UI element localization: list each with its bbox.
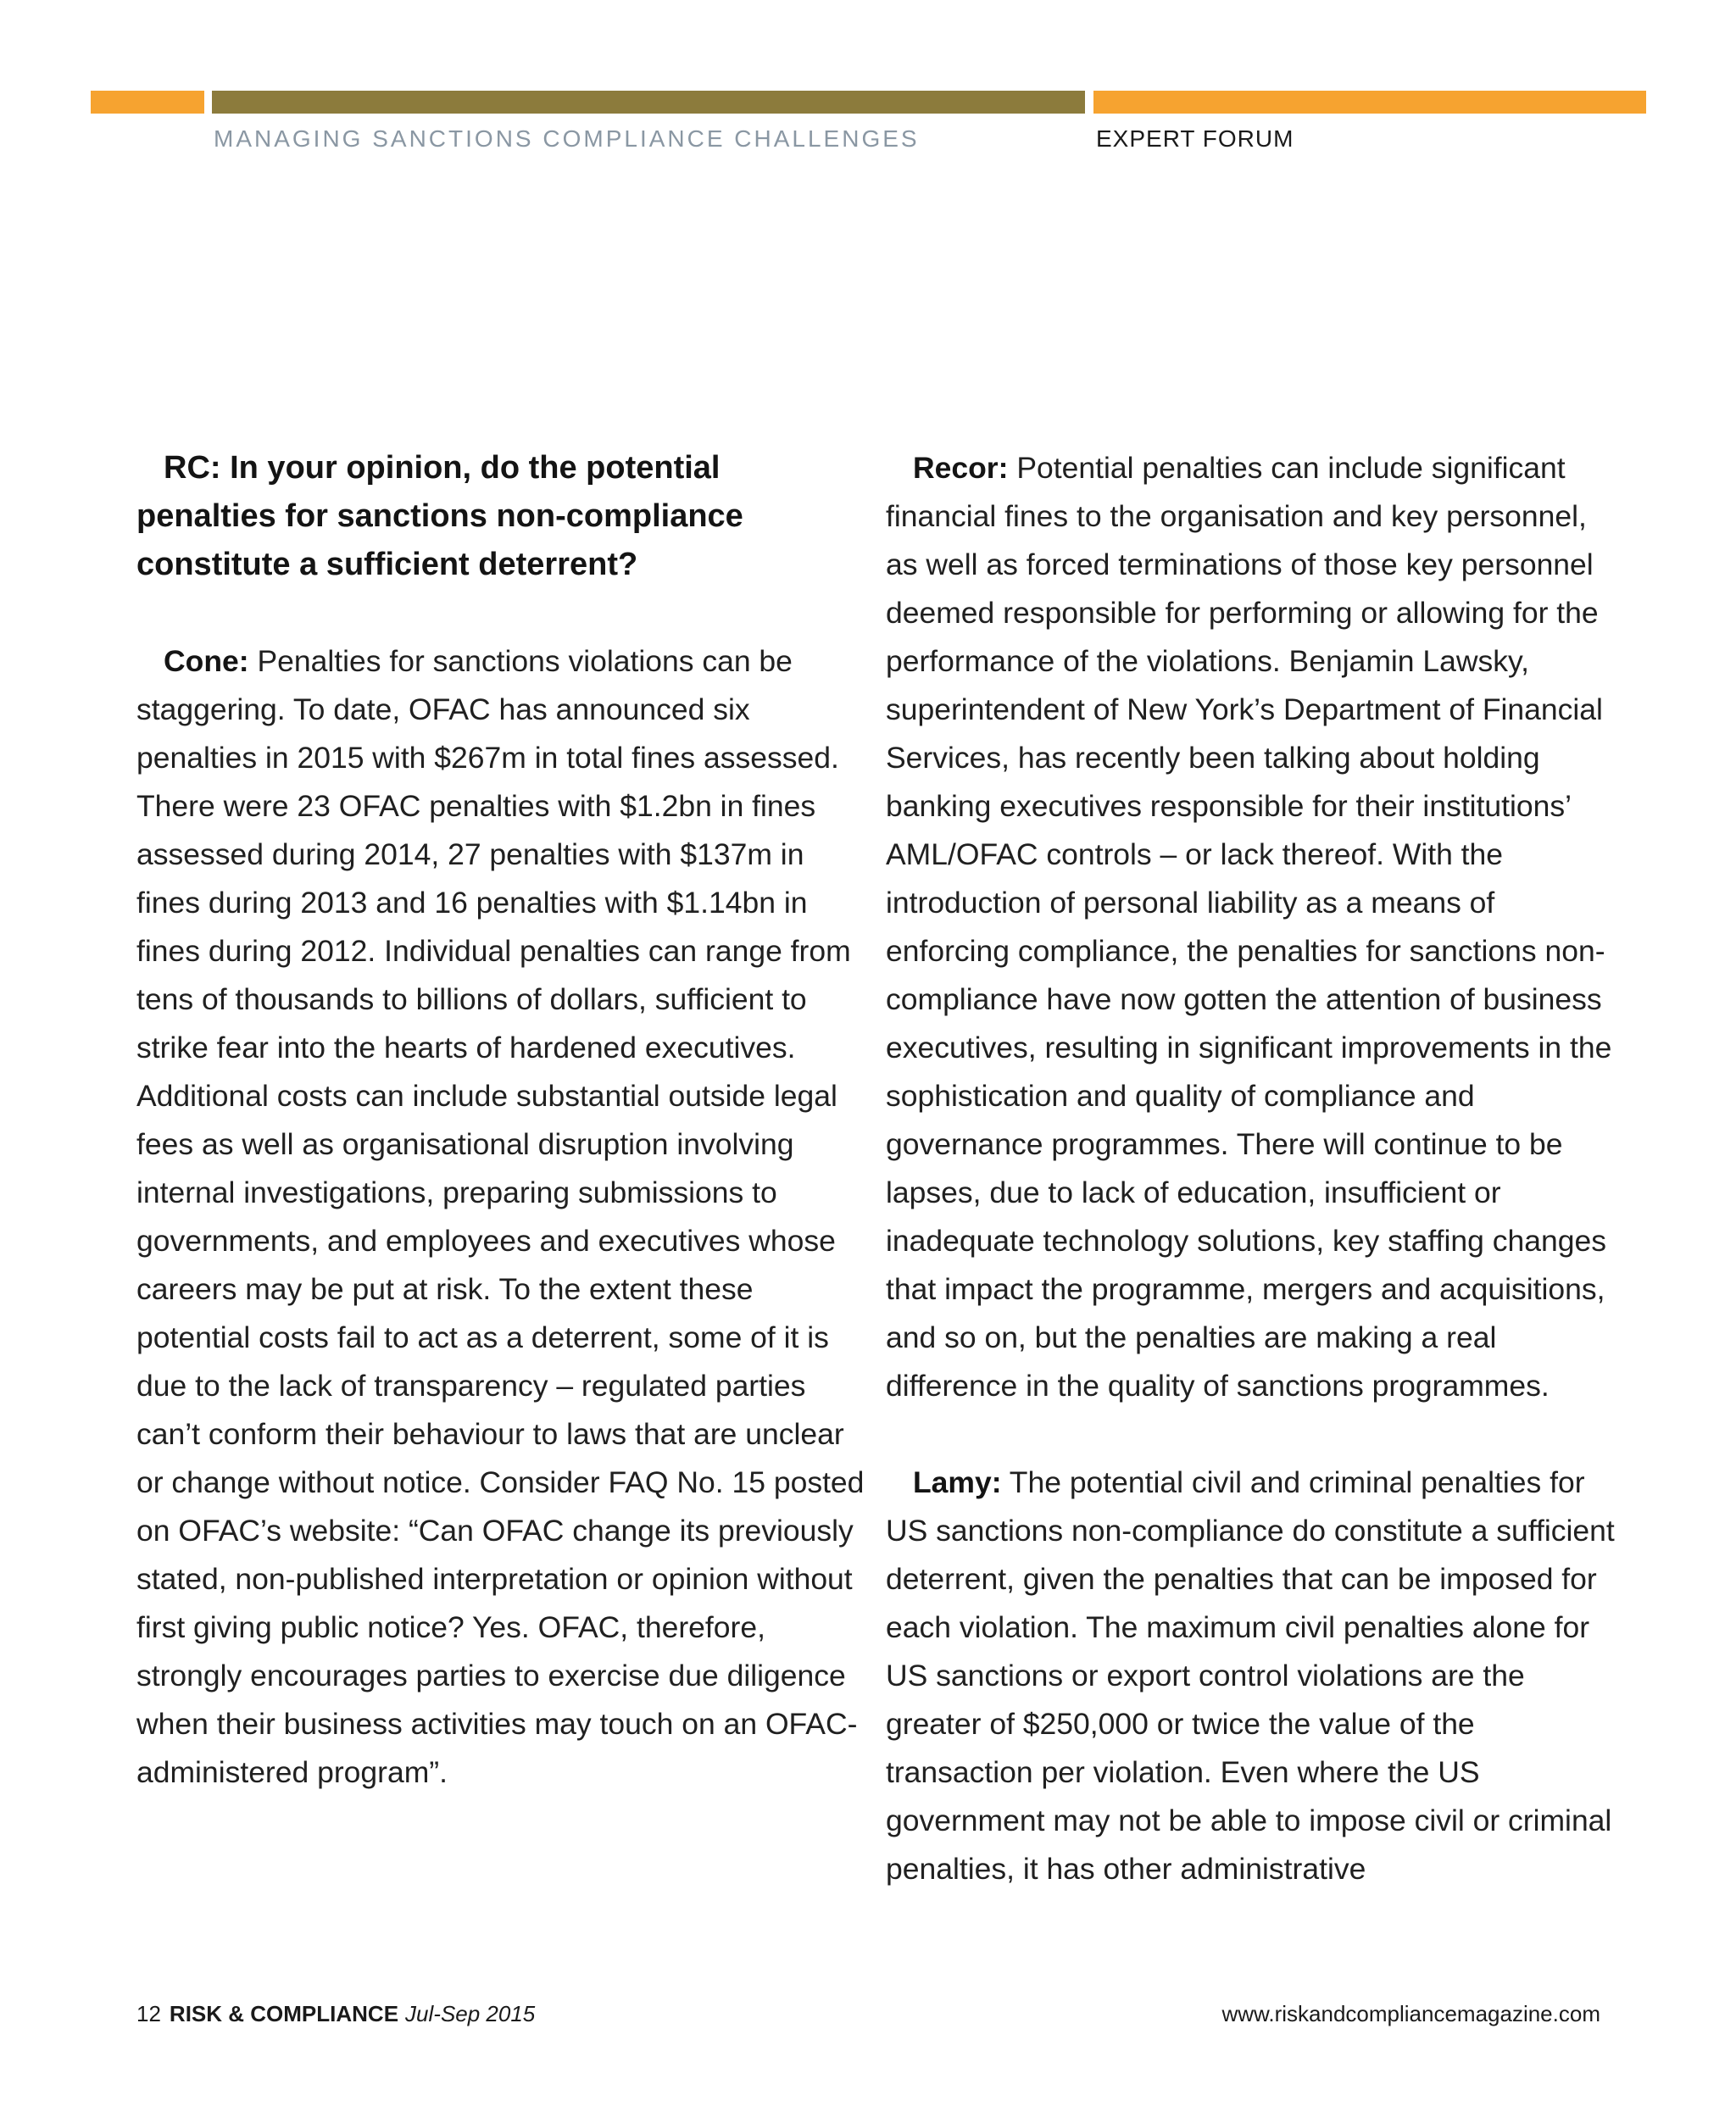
left-column [136, 444, 865, 1797]
header-accent-bar-middle [212, 91, 1085, 114]
forum-label: EXPERT FORUM [1096, 125, 1294, 152]
paragraph-gap [136, 589, 865, 637]
answer-recor [886, 444, 1615, 1410]
header-accent-bar-left [91, 91, 204, 114]
speaker-name: Cone: [164, 644, 249, 678]
question-text: : In your opinion, do the potential penalties for sanctions non-compliance constitute a sufficient deterrent? [136, 450, 743, 582]
answer-text: The potential civil and criminal penalties for US sanctions non-compliance do constitute a sufficient deterrent, given the penalties that can be imposed for each violation. The maximum civil penalties alone for US sanctions or export control violations are the greater of $250,000 or twice the value of the transaction per violation. Even where the US government may not be able to impose civil or criminal penalties, it has other administrative [886, 1465, 1615, 1886]
speaker-name: Lamy: [913, 1465, 1002, 1499]
page-number: 12 [136, 2001, 161, 2026]
answer-cone [136, 637, 865, 1797]
header-accent-bar-right [1093, 91, 1646, 114]
issue-date: Jul-Sep 2015 [405, 2001, 536, 2026]
footer-website-link[interactable]: www.riskandcompliancemagazine.com [1221, 2001, 1600, 2026]
paragraph-gap [886, 1410, 1615, 1459]
answer-lamy [886, 1459, 1615, 1893]
section-title: MANAGING SANCTIONS COMPLIANCE CHALLENGES [214, 125, 920, 152]
answer-text: Penalties for sanctions violations can be staggering. To date, OFAC has announced six penalties in 2015 with $267m in total fines assessed. There were 23 OFAC penalties with $1.2bn in fines assessed during 2014, 27 penalties with $137m in fines during 2013 and 16 penalties with $1.14bn in fines during 2012. Individual penalties can range from tens of thousands to billions of dollars, sufficient to strike fear into the hearts of hardened executives. Additional costs can include substantial outside legal fees as well as organisational disruption involving internal investigations, preparing submissions to governments, and employees and executives whose careers may be put at risk. To the extent these potential costs fail to act as a deterrent, some of it is due to the lack of transparency – regulated parties can’t conform their behaviour to laws that are unclear or change without notice. Consider FAQ No. 15 posted on OFAC’s website: “Can OFAC change its previously stated, non-published interpretation or opinion without first giving public notice? Yes. OFAC, therefore, strongly encourages parties to exercise due diligence when their business activities may touch on an OFAC-administered program”. [136, 644, 865, 1789]
footer-publication [136, 2001, 535, 2027]
answer-text: Potential penalties can include significant financial fines to the organisation and key personnel, as well as forced terminations of those key personnel deemed responsible for performing or allowing for the performance of the violations. Benjamin Lawsky, superintendent of New York’s Department of Financial Services, has recently been talking about holding banking executives responsible for their institutions’ AML/OFAC controls – or lack thereof. With the introduction of personal liability as a means of enforcing compliance, the penalties for sanctions non-compliance have now gotten the attention of business executives, resulting in significant improvements in the sophistication and quality of compliance and governance programmes. There will continue to be lapses, due to lack of education, insufficient or inadequate technology solutions, key staffing changes that impact the programme, mergers and acquisitions, and so on, but the penalties are making a real difference in the quality of sanctions programmes. [886, 451, 1612, 1403]
question-prefix: RC [164, 450, 210, 486]
magazine-name: RISK & COMPLIANCE [169, 2001, 399, 2026]
right-column [886, 444, 1615, 1893]
interview-question [136, 444, 865, 589]
speaker-name: Recor: [913, 451, 1009, 485]
